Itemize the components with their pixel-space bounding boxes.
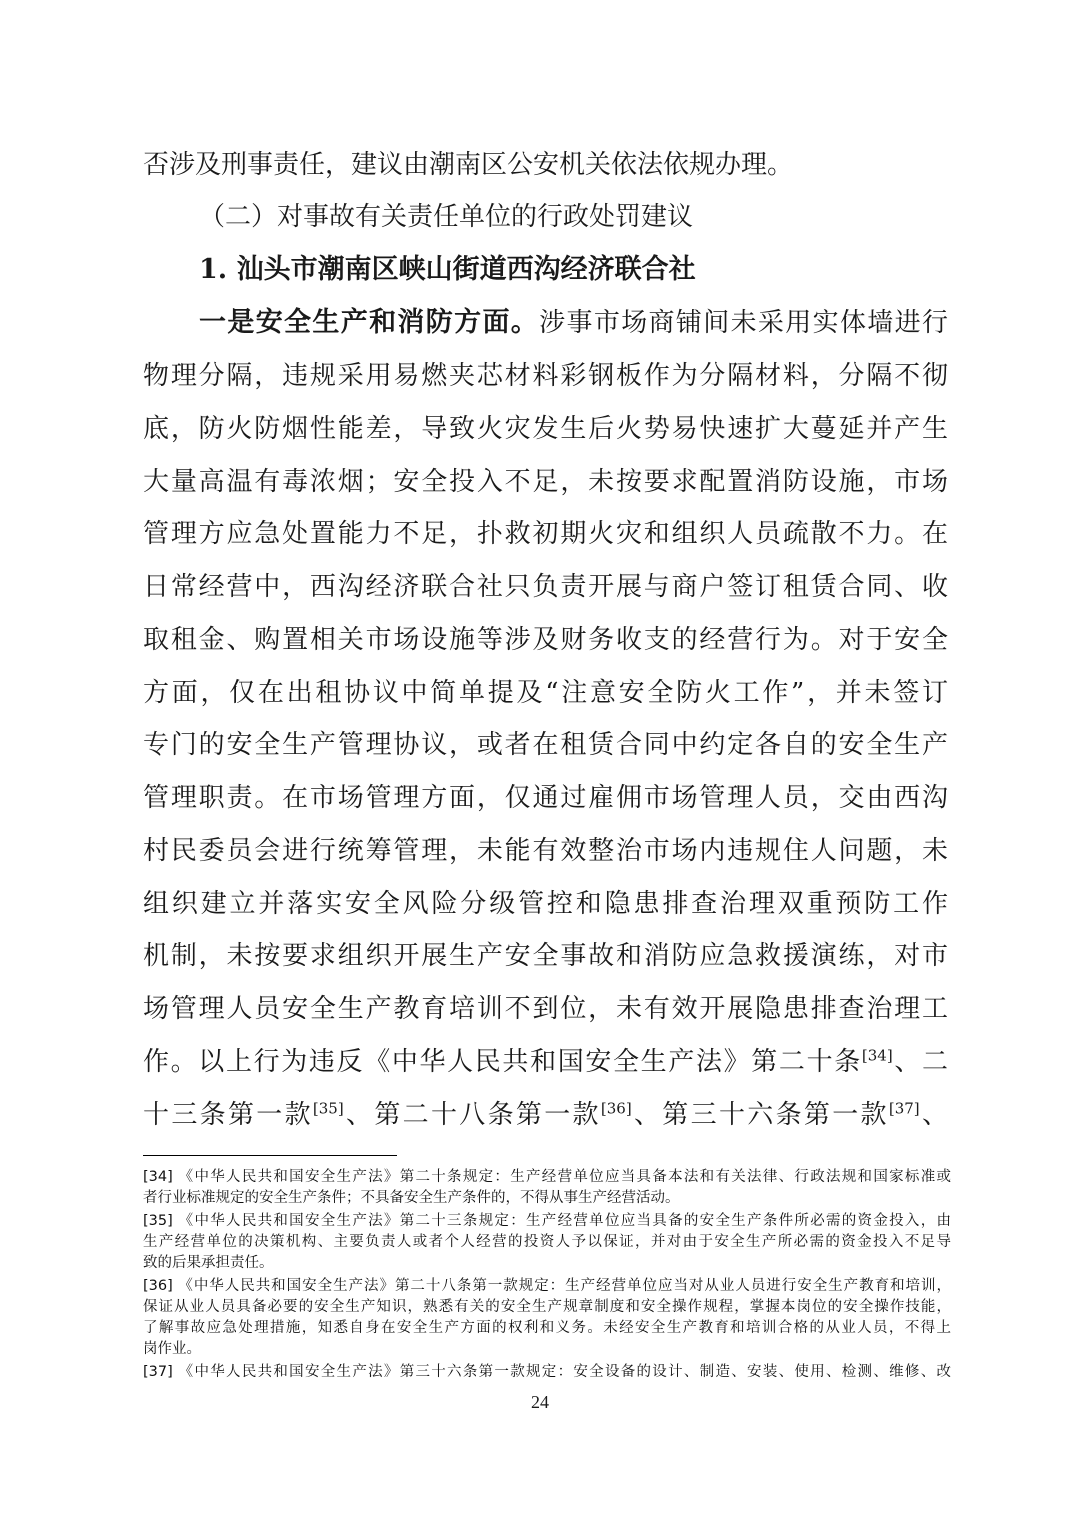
subsection-heading: 1. 汕头市潮南区峡山街道西沟经济联合社 <box>199 254 696 285</box>
footnote-35: [35] 《中华人民共和国安全生产法》第二十三条规定：生产经营单位应当具备的安全生产条件所必需的资金投入，由 <box>143 1213 951 1229</box>
body-text: 、二 <box>892 1047 948 1077</box>
footnote-ref: [34] <box>861 1046 893 1065</box>
body-text: 、第二十八条第一款 <box>343 1100 601 1130</box>
body-line-1: 否涉及刑事责任，建议由潮南区公安机关依法依规办理。 <box>143 150 794 180</box>
body-line-11: 方面，仅在出租协议中简单提及“注意安全防火工作”，并未签订 <box>143 678 948 708</box>
body-text: 十三条第一款 <box>143 1100 313 1130</box>
footnote-36-cont: 岗作业。 <box>143 1341 201 1357</box>
footnote-ref: [37] <box>888 1099 920 1118</box>
body-line-7: 大量高温有毒浓烟；安全投入不足，未按要求配置消防设施，市场 <box>143 467 948 497</box>
body-text: 、第三十六条第一款 <box>631 1100 889 1130</box>
footnote-separator <box>143 1155 397 1156</box>
footnote-36: [36] 《中华人民共和国安全生产法》第二十八条第一款规定：生产经营单位应当对从业人员进行安全生产教育和培训， <box>143 1278 951 1294</box>
section-heading: （二）对事故有关责任单位的行政处罚建议 <box>199 202 694 232</box>
page-number: 24 <box>531 1392 549 1412</box>
body-text: 作。以上行为违反《中华人民共和国安全生产法》第二十条 <box>143 1047 862 1077</box>
footnote-ref: [36] <box>600 1099 632 1118</box>
body-line-6: 底，防火防烟性能差，导致火灾发生后火势易快速扩大蔓延并产生 <box>143 414 948 444</box>
body-line-10: 取租金、购置相关市场设施等涉及财务收支的经营行为。对于安全 <box>143 625 948 655</box>
footnote-34: [34] 《中华人民共和国安全生产法》第二十条规定：生产经营单位应当具备本法和有关法律、行政法规和国家标准或 <box>143 1169 951 1185</box>
body-line-5: 物理分隔，违规采用易燃夹芯材料彩钢板作为分隔材料，分隔不彻 <box>143 361 948 391</box>
footnote-ref: [35] <box>312 1099 344 1118</box>
footnote-34-cont: 者行业标准规定的安全生产条件；不具备安全生产条件的，不得从事生产经营活动。 <box>143 1190 680 1206</box>
footnote-37: [37] 《中华人民共和国安全生产法》第三十六条第一款规定：安全设备的设计、制造、安装、使用、检测、维修、改 <box>143 1364 951 1380</box>
paragraph-lead-rest: 涉事市场商铺间未采用实体墙进行 <box>539 308 948 338</box>
footnote-35-cont: 生产经营单位的决策机构、主要负责人或者个人经营的投资人予以保证，并对由于安全生产所必需的资金投入不足导 <box>143 1234 951 1250</box>
footnote-35-cont: 致的后果承担责任。 <box>143 1255 274 1271</box>
body-text: 、 <box>919 1100 948 1130</box>
footnote-36-cont: 了解事故应急处理措施，知悉自身在安全生产方面的权利和义务。未经安全生产教育和培训合格的从业人员，不得上 <box>143 1320 951 1336</box>
body-line-8: 管理方应急处置能力不足，扑救初期火灾和组织人员疏散不力。在 <box>143 519 948 549</box>
body-line-16: 机制，未按要求组织开展生产安全事故和消防应急救援演练，对市 <box>143 941 948 971</box>
body-line-12: 专门的安全生产管理协议，或者在租赁合同中约定各自的安全生产 <box>143 730 948 760</box>
body-line-15: 组织建立并落实安全风险分级管控和隐患排查治理双重预防工作 <box>143 889 948 919</box>
footnote-36-cont: 保证从业人员具备必要的安全生产知识，熟悉有关的安全生产规章制度和安全操作规程，掌握本岗位的安全操作技能， <box>143 1299 951 1315</box>
body-line-13: 管理职责。在市场管理方面，仅通过雇佣市场管理人员，交由西沟 <box>143 783 948 813</box>
body-line-4 <box>199 300 948 346</box>
body-line-14: 村民委员会进行统筹管理，未能有效整治市场内违规住人问题，未 <box>143 836 948 866</box>
paragraph-lead: 一是安全生产和消防方面。 <box>199 307 540 338</box>
body-line-9: 日常经营中，西沟经济联合社只负责开展与商户签订租赁合同、收 <box>143 572 948 602</box>
body-line-18 <box>143 1039 948 1085</box>
body-line-17: 场管理人员安全生产教育培训不到位，未有效开展隐患排查治理工 <box>143 994 948 1024</box>
body-line-19 <box>143 1092 948 1138</box>
